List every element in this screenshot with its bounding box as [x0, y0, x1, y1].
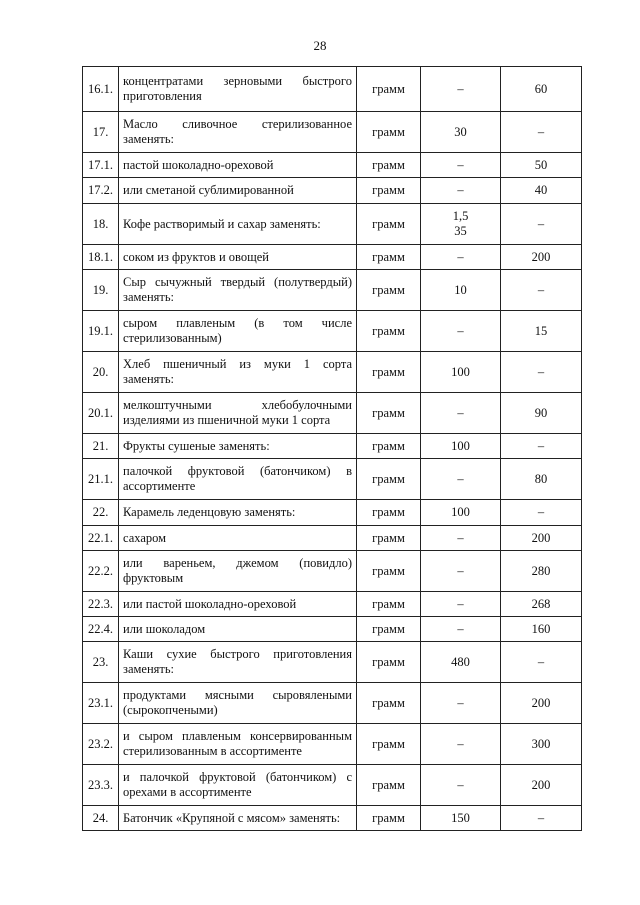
quantity-cell: 10	[421, 270, 501, 311]
replacement-quantity-cell: 90	[501, 393, 582, 434]
quantity-cell: 100	[421, 434, 501, 459]
quantity-cell: –	[421, 459, 501, 500]
unit-cell: грамм	[357, 311, 421, 352]
unit-cell: грамм	[357, 459, 421, 500]
replacement-quantity-cell: –	[501, 642, 582, 683]
table-body	[83, 67, 582, 831]
row-number: 22.3.	[83, 592, 119, 617]
product-name: Карамель леденцовую заменять:	[119, 500, 357, 526]
product-name: или сметаной сублимированной	[119, 178, 357, 204]
unit-cell: грамм	[357, 67, 421, 112]
quantity-cell: –	[421, 311, 501, 352]
table-row	[83, 352, 582, 393]
replacement-quantity-cell: 200	[501, 245, 582, 270]
replacement-quantity-cell: –	[501, 270, 582, 311]
table-row	[83, 112, 582, 153]
quantity-cell: –	[421, 724, 501, 765]
table-row	[83, 459, 582, 500]
replacement-quantity-cell: 200	[501, 683, 582, 724]
row-number: 19.	[83, 270, 119, 311]
product-name: Батончик «Крупяной с мясом» заменять:	[119, 806, 357, 831]
table-row	[83, 500, 582, 526]
replacement-quantity-cell: –	[501, 204, 582, 245]
replacement-quantity-cell: 268	[501, 592, 582, 617]
replacement-quantity-cell: –	[501, 352, 582, 393]
product-name: соком из фруктов и овощей	[119, 245, 357, 270]
row-number: 18.	[83, 204, 119, 245]
product-name: сыром плавленым (в том числе стерилизованным)	[119, 311, 357, 352]
unit-cell: грамм	[357, 500, 421, 526]
table-row	[83, 204, 582, 245]
row-number: 22.4.	[83, 617, 119, 642]
unit-cell: грамм	[357, 245, 421, 270]
table-row	[83, 153, 582, 178]
product-name: Фрукты сушеные заменять:	[119, 434, 357, 459]
table-row	[83, 526, 582, 551]
row-number: 16.1.	[83, 67, 119, 112]
replacement-quantity-cell: –	[501, 434, 582, 459]
row-number: 20.1.	[83, 393, 119, 434]
replacement-quantity-cell: 200	[501, 526, 582, 551]
quantity-cell: –	[421, 245, 501, 270]
unit-cell: грамм	[357, 526, 421, 551]
table-row	[83, 178, 582, 204]
unit-cell: грамм	[357, 683, 421, 724]
product-name: Кофе растворимый и сахар заменять:	[119, 204, 357, 245]
row-number: 20.	[83, 352, 119, 393]
unit-cell: грамм	[357, 204, 421, 245]
replacement-quantity-cell: 160	[501, 617, 582, 642]
row-number: 23.3.	[83, 765, 119, 806]
row-number: 17.	[83, 112, 119, 153]
table-row	[83, 551, 582, 592]
unit-cell: грамм	[357, 724, 421, 765]
product-name: Каши сухие быстрого приготовления заменять:	[119, 642, 357, 683]
unit-cell: грамм	[357, 352, 421, 393]
product-name: или шоколадом	[119, 617, 357, 642]
table-row	[83, 724, 582, 765]
table-row	[83, 393, 582, 434]
table-row	[83, 270, 582, 311]
row-number: 22.1.	[83, 526, 119, 551]
page-number: 28	[313, 38, 327, 53]
quantity-cell	[421, 204, 501, 245]
quantity-cell-line: 1,5	[452, 209, 469, 223]
row-number: 17.2.	[83, 178, 119, 204]
unit-cell: грамм	[357, 765, 421, 806]
table-row	[83, 245, 582, 270]
table-row	[83, 642, 582, 683]
product-name: Хлеб пшеничный из муки 1 сорта заменять:	[119, 352, 357, 393]
table-row	[83, 683, 582, 724]
unit-cell: грамм	[357, 112, 421, 153]
quantity-cell: –	[421, 683, 501, 724]
replacement-quantity-cell: 300	[501, 724, 582, 765]
table-row	[83, 592, 582, 617]
substitution-table	[82, 66, 582, 831]
row-number: 22.	[83, 500, 119, 526]
product-name: продуктами мясными сыровялеными (сырокопчеными)	[119, 683, 357, 724]
quantity-cell: –	[421, 765, 501, 806]
row-number: 23.	[83, 642, 119, 683]
replacement-quantity-cell: 280	[501, 551, 582, 592]
unit-cell: грамм	[357, 393, 421, 434]
row-number: 24.	[83, 806, 119, 831]
row-number: 22.2.	[83, 551, 119, 592]
unit-cell: грамм	[357, 434, 421, 459]
replacement-quantity-cell: 80	[501, 459, 582, 500]
quantity-cell: 100	[421, 500, 501, 526]
row-number: 23.1.	[83, 683, 119, 724]
unit-cell: грамм	[357, 806, 421, 831]
table-row	[83, 311, 582, 352]
row-number: 18.1.	[83, 245, 119, 270]
row-number: 23.2.	[83, 724, 119, 765]
quantity-cell: 480	[421, 642, 501, 683]
row-number: 21.	[83, 434, 119, 459]
product-name: Масло сливочное стерилизованное заменять:	[119, 112, 357, 153]
replacement-quantity-cell: –	[501, 806, 582, 831]
unit-cell: грамм	[357, 617, 421, 642]
product-name: мелкоштучными хлебобулочными изделиями из пшеничной муки 1 сорта	[119, 393, 357, 434]
product-name: сахаром	[119, 526, 357, 551]
quantity-cell: –	[421, 67, 501, 112]
quantity-cell: –	[421, 617, 501, 642]
replacement-quantity-cell: –	[501, 112, 582, 153]
quantity-cell: –	[421, 592, 501, 617]
row-number: 17.1.	[83, 153, 119, 178]
replacement-quantity-cell: 15	[501, 311, 582, 352]
table-row	[83, 806, 582, 831]
table-row	[83, 617, 582, 642]
product-name: или пастой шоколадно-ореховой	[119, 592, 357, 617]
quantity-cell: 100	[421, 352, 501, 393]
product-name: и палочкой фруктовой (батончиком) с орехами в ассортименте	[119, 765, 357, 806]
table-row	[83, 765, 582, 806]
replacement-quantity-cell: 40	[501, 178, 582, 204]
unit-cell: грамм	[357, 551, 421, 592]
replacement-quantity-cell: 200	[501, 765, 582, 806]
row-number: 19.1.	[83, 311, 119, 352]
quantity-cell: –	[421, 551, 501, 592]
table-row	[83, 434, 582, 459]
quantity-cell: –	[421, 393, 501, 434]
quantity-cell: –	[421, 153, 501, 178]
product-name: концентратами зерновыми быстрого приготовления	[119, 67, 357, 112]
row-number: 21.1.	[83, 459, 119, 500]
product-name: пастой шоколадно-ореховой	[119, 153, 357, 178]
quantity-cell: –	[421, 178, 501, 204]
quantity-cell: –	[421, 526, 501, 551]
unit-cell: грамм	[357, 270, 421, 311]
replacement-quantity-cell: 50	[501, 153, 582, 178]
replacement-quantity-cell: 60	[501, 67, 582, 112]
unit-cell: грамм	[357, 178, 421, 204]
quantity-cell: 150	[421, 806, 501, 831]
unit-cell: грамм	[357, 592, 421, 617]
replacement-quantity-cell: –	[501, 500, 582, 526]
quantity-cell-line: 35	[454, 224, 467, 238]
quantity-cell: 30	[421, 112, 501, 153]
table-row	[83, 67, 582, 112]
product-name: и сыром плавленым консервированным стерилизованным в ассортименте	[119, 724, 357, 765]
unit-cell: грамм	[357, 642, 421, 683]
product-name: или вареньем, джемом (повидло) фруктовым	[119, 551, 357, 592]
product-name: палочкой фруктовой (батончиком) в ассортименте	[119, 459, 357, 500]
unit-cell: грамм	[357, 153, 421, 178]
product-name: Сыр сычужный твердый (полутвердый) заменять:	[119, 270, 357, 311]
